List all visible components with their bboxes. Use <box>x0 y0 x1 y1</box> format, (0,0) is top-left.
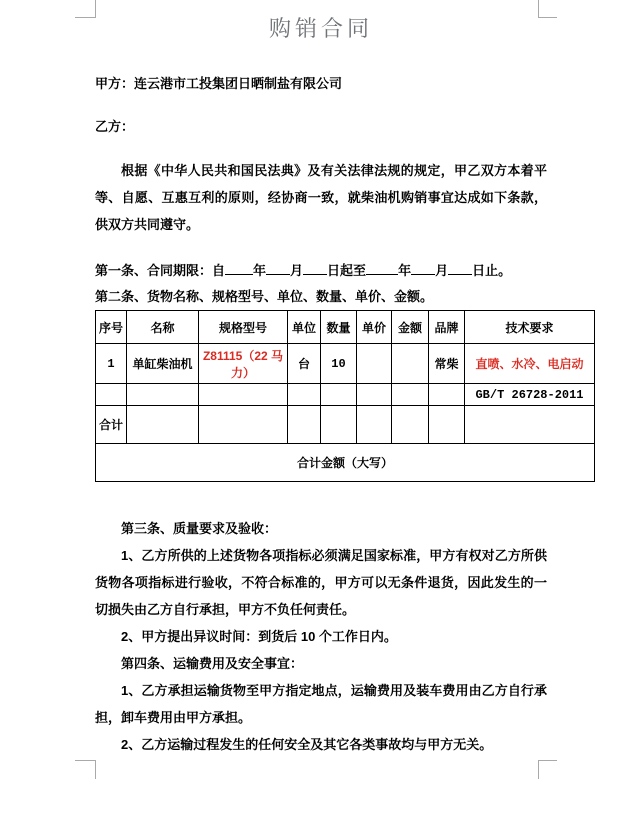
clause-1-year-label: 年 <box>253 263 267 278</box>
clause-1-term-line <box>95 258 547 284</box>
cell-empty <box>96 384 127 406</box>
clause-1-month2-label: 月 <box>435 263 449 278</box>
cell-unit-price <box>357 344 392 384</box>
fill-in-blank-end-month <box>411 262 435 275</box>
table-row-item-1 <box>96 344 595 384</box>
preamble-paragraph: 根据《中华人民共和国民法典》及有关法律法规的规定，甲乙双方本着平等、自愿、互惠互利的原则，经协商一致，就柴油机购销事宜达成如下条款，供双方共同遵守。 <box>95 163 547 232</box>
cell-empty <box>199 384 288 406</box>
clause-4-item-2: 2、乙方运输过程发生的任何安全及其它各类事故均与甲方无关。 <box>121 737 493 752</box>
table-row-total <box>96 406 595 444</box>
cell-empty <box>288 406 321 444</box>
margin-crop-mark-bottom-right <box>538 760 557 779</box>
cell-empty <box>357 384 392 406</box>
col-header-serial: 序号 <box>96 311 127 344</box>
party-b-line: 乙方： <box>95 119 135 134</box>
table-row-amount-in-words <box>96 444 595 482</box>
col-header-tech-requirements: 技术要求 <box>465 311 595 344</box>
clause-4-heading: 第四条、运输费用及安全事宜： <box>121 656 304 671</box>
clause-1-month-label: 月 <box>290 263 304 278</box>
cell-empty <box>392 406 429 444</box>
col-header-brand: 品牌 <box>429 311 465 344</box>
cell-empty <box>357 406 392 444</box>
fill-in-blank-start-month <box>266 262 290 275</box>
cell-empty <box>429 384 465 406</box>
fill-in-blank-end-day <box>448 262 472 275</box>
cell-amount <box>392 344 429 384</box>
party-a-line: 甲方：连云港市工投集团日晒制盐有限公司 <box>95 76 343 91</box>
document-body <box>95 0 584 758</box>
fill-in-blank-end-year <box>366 262 398 275</box>
cell-empty <box>321 406 357 444</box>
cell-spec-model: Z81115（22 马力） <box>199 344 288 384</box>
document-title: 购销合同 <box>268 16 373 41</box>
clause-1-year2-label: 年 <box>398 263 412 278</box>
col-header-quantity: 数量 <box>321 311 357 344</box>
clause-3-item-1: 1、乙方所供的上述货物各项指标必须满足国家标准，甲方有权对乙方所供货物各项指标进行验收，不符合标准的，甲方可以无条件退货，因此发生的一切损失由乙方自行承担，甲方不负任何责任。 <box>95 548 547 617</box>
clause-1-day-to-label: 日起至 <box>327 263 367 278</box>
cell-empty <box>127 406 199 444</box>
col-header-name: 名称 <box>127 311 199 344</box>
goods-table <box>95 310 595 482</box>
clause-1-prefix: 第一条、合同期限：自 <box>95 263 226 278</box>
clause-3-item-2: 2、甲方提出异议时间：到货后 10 个工作日内。 <box>121 629 397 644</box>
fill-in-blank-start-day <box>303 262 327 275</box>
col-header-unit-price: 单价 <box>357 311 392 344</box>
margin-crop-mark-bottom-left <box>75 760 96 779</box>
cell-standard-code: GB/T 26728-2011 <box>465 384 595 406</box>
clause-4-item-1: 1、乙方承担运输货物至甲方指定地点，运输费用及装车费用由乙方自行承担，卸车费用由甲方承担。 <box>95 683 547 725</box>
clause-1-end-label: 日止。 <box>472 263 512 278</box>
col-header-unit: 单位 <box>288 311 321 344</box>
cell-quantity: 10 <box>321 344 357 384</box>
fill-in-blank-start-year <box>225 262 253 275</box>
cell-empty <box>127 384 199 406</box>
cell-empty <box>392 384 429 406</box>
cell-empty <box>288 384 321 406</box>
cell-product-name: 单缸柴油机 <box>127 344 199 384</box>
cell-empty <box>199 406 288 444</box>
clause-3-heading: 第三条、质量要求及验收： <box>121 521 278 536</box>
col-header-spec: 规格型号 <box>199 311 288 344</box>
cell-serial: 1 <box>96 344 127 384</box>
margin-crop-mark-top-left <box>75 0 96 18</box>
col-header-amount: 金额 <box>392 311 429 344</box>
cell-unit: 台 <box>288 344 321 384</box>
cell-brand: 常柴 <box>429 344 465 384</box>
table-header-row <box>96 311 595 344</box>
cell-empty <box>465 406 595 444</box>
clause-2-line: 第二条、货物名称、规格型号、单位、数量、单价、金额。 <box>95 289 434 304</box>
cell-tech-requirements: 直喷、水冷、电启动 <box>465 344 595 384</box>
cell-empty <box>321 384 357 406</box>
table-row-standard <box>96 384 595 406</box>
cell-empty <box>429 406 465 444</box>
cell-total-label: 合计 <box>96 406 127 444</box>
cell-total-amount-caption: 合计金额（大写） <box>96 444 595 482</box>
